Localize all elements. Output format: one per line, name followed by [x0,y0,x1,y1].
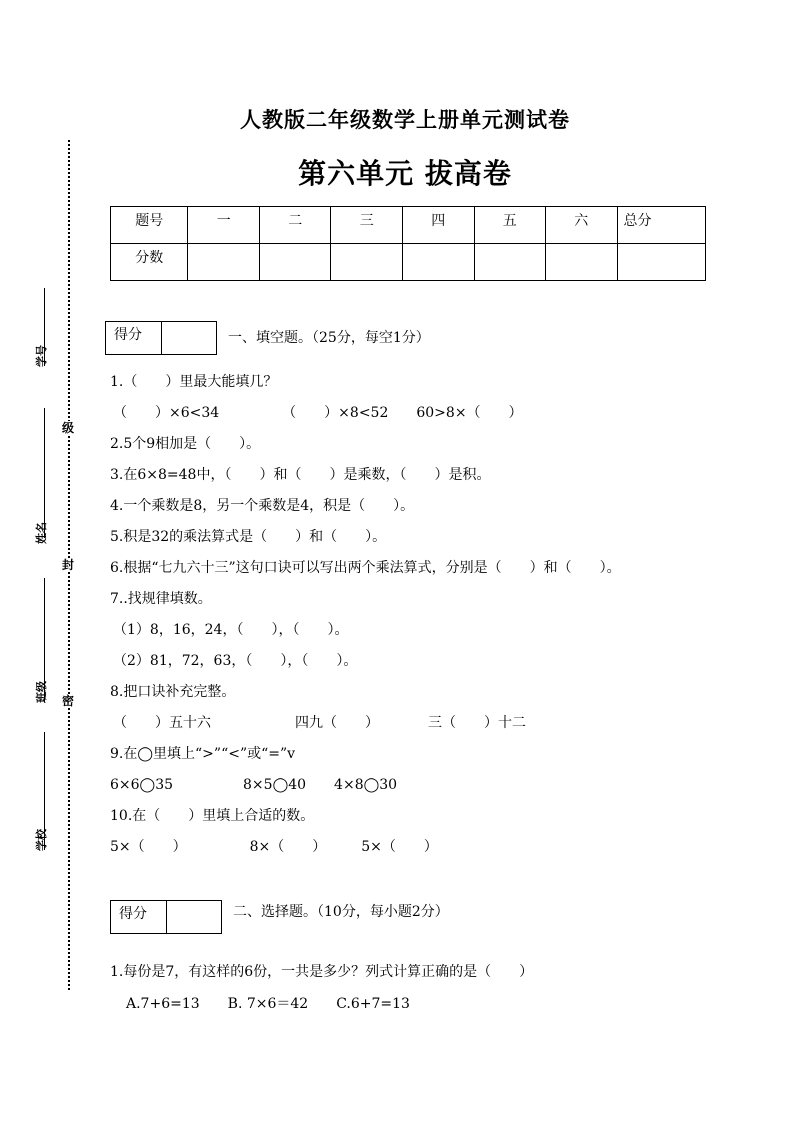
score-table-cell: 一 [188,207,260,244]
score-input-cell[interactable] [259,244,331,281]
question-line: 6.根据“七九六十三”这句口诀可以写出两个乘法算式，分别是（ ）和（ ）。 [110,560,621,576]
question-line: 9.在◯里填上“>”“<”或“=”v [110,746,296,762]
name-label: 姓名 [35,522,48,544]
student-id-label: 学号 [35,345,48,367]
score-box-label: 得分 [111,901,167,933]
section1-score-box [105,321,217,355]
question-line: 1.（ ）里最大能填几？ [110,374,278,390]
question-line: （ ）×6<34 （ ）×8<52 60>8×（ ） [113,405,523,421]
question-line: （1）8，16，24，（ ），（ ）。 [113,622,349,638]
seal-char-3: 密 [62,694,75,708]
question-line: 5.积是32的乘法算式是（ ）和（ ）。 [110,529,387,545]
score-table-cell: 六 [546,207,618,244]
section2-heading: 二、选择题。（10分，每小题2分） [233,904,449,920]
question-line: （2）81，72，63，（ ），（ ）。 [113,653,358,669]
score-box-label: 得分 [106,322,162,354]
section2-score-box [110,900,222,934]
question-line: （ ）五十六 四九（ ） 三（ ）十二 [113,715,526,731]
seal-char-2: 封 [62,558,75,572]
score-table-header-row [111,207,706,244]
score-table [110,206,706,281]
page-title: 人教版二年级数学上册单元测试卷 [240,107,570,132]
score-table-score-row [111,244,706,281]
score-table-cell: 五 [474,207,546,244]
question-line: 7..找规律填数。 [110,591,212,607]
score-input-cell[interactable] [188,244,260,281]
score-table-cell: 总分 [617,207,705,244]
score-table-cell: 三 [331,207,403,244]
score-input-cell[interactable] [546,244,618,281]
question-line: 6×6◯35 8×5◯40 4×8◯30 [110,777,398,793]
school-label: 学校 [35,829,48,851]
score-table-cell: 四 [403,207,475,244]
class-label: 班级 [35,681,48,703]
question-line: 10.在（ ）里填上合适的数。 [110,808,315,824]
score-table-cell: 题号 [111,207,188,244]
score-input-cell[interactable] [617,244,705,281]
seal-char-1: 级 [62,421,75,435]
section1-heading: 一、填空题。（25分，每空1分） [228,330,430,346]
score-input-cell[interactable] [474,244,546,281]
question-line: 8.把口诀补充完整。 [110,684,236,700]
question-line: A.7+6=13 B. 7×6＝42 C.6+7=13 [126,996,410,1012]
question-line: 3.在6×8=48中，（ ）和（ ）是乘数，（ ）是积。 [110,467,491,483]
question-line: 5×（ ） 8×（ ） 5×（ ） [110,839,438,855]
score-table-cell: 二 [259,207,331,244]
question-line: 2.5个9相加是（ ）。 [110,436,261,452]
score-input-cell[interactable] [331,244,403,281]
question-line: 1.每份是7，有这样的6份，一共是多少？列式计算正确的是（ ） [110,964,534,980]
name-line [44,408,45,538]
page-subtitle: 第六单元 拔高卷 [298,157,512,190]
question-line: 4.一个乘数是8，另一个乘数是4，积是（ ）。 [110,498,415,514]
score-input-cell[interactable] [403,244,475,281]
score-table-cell: 分数 [111,244,188,281]
